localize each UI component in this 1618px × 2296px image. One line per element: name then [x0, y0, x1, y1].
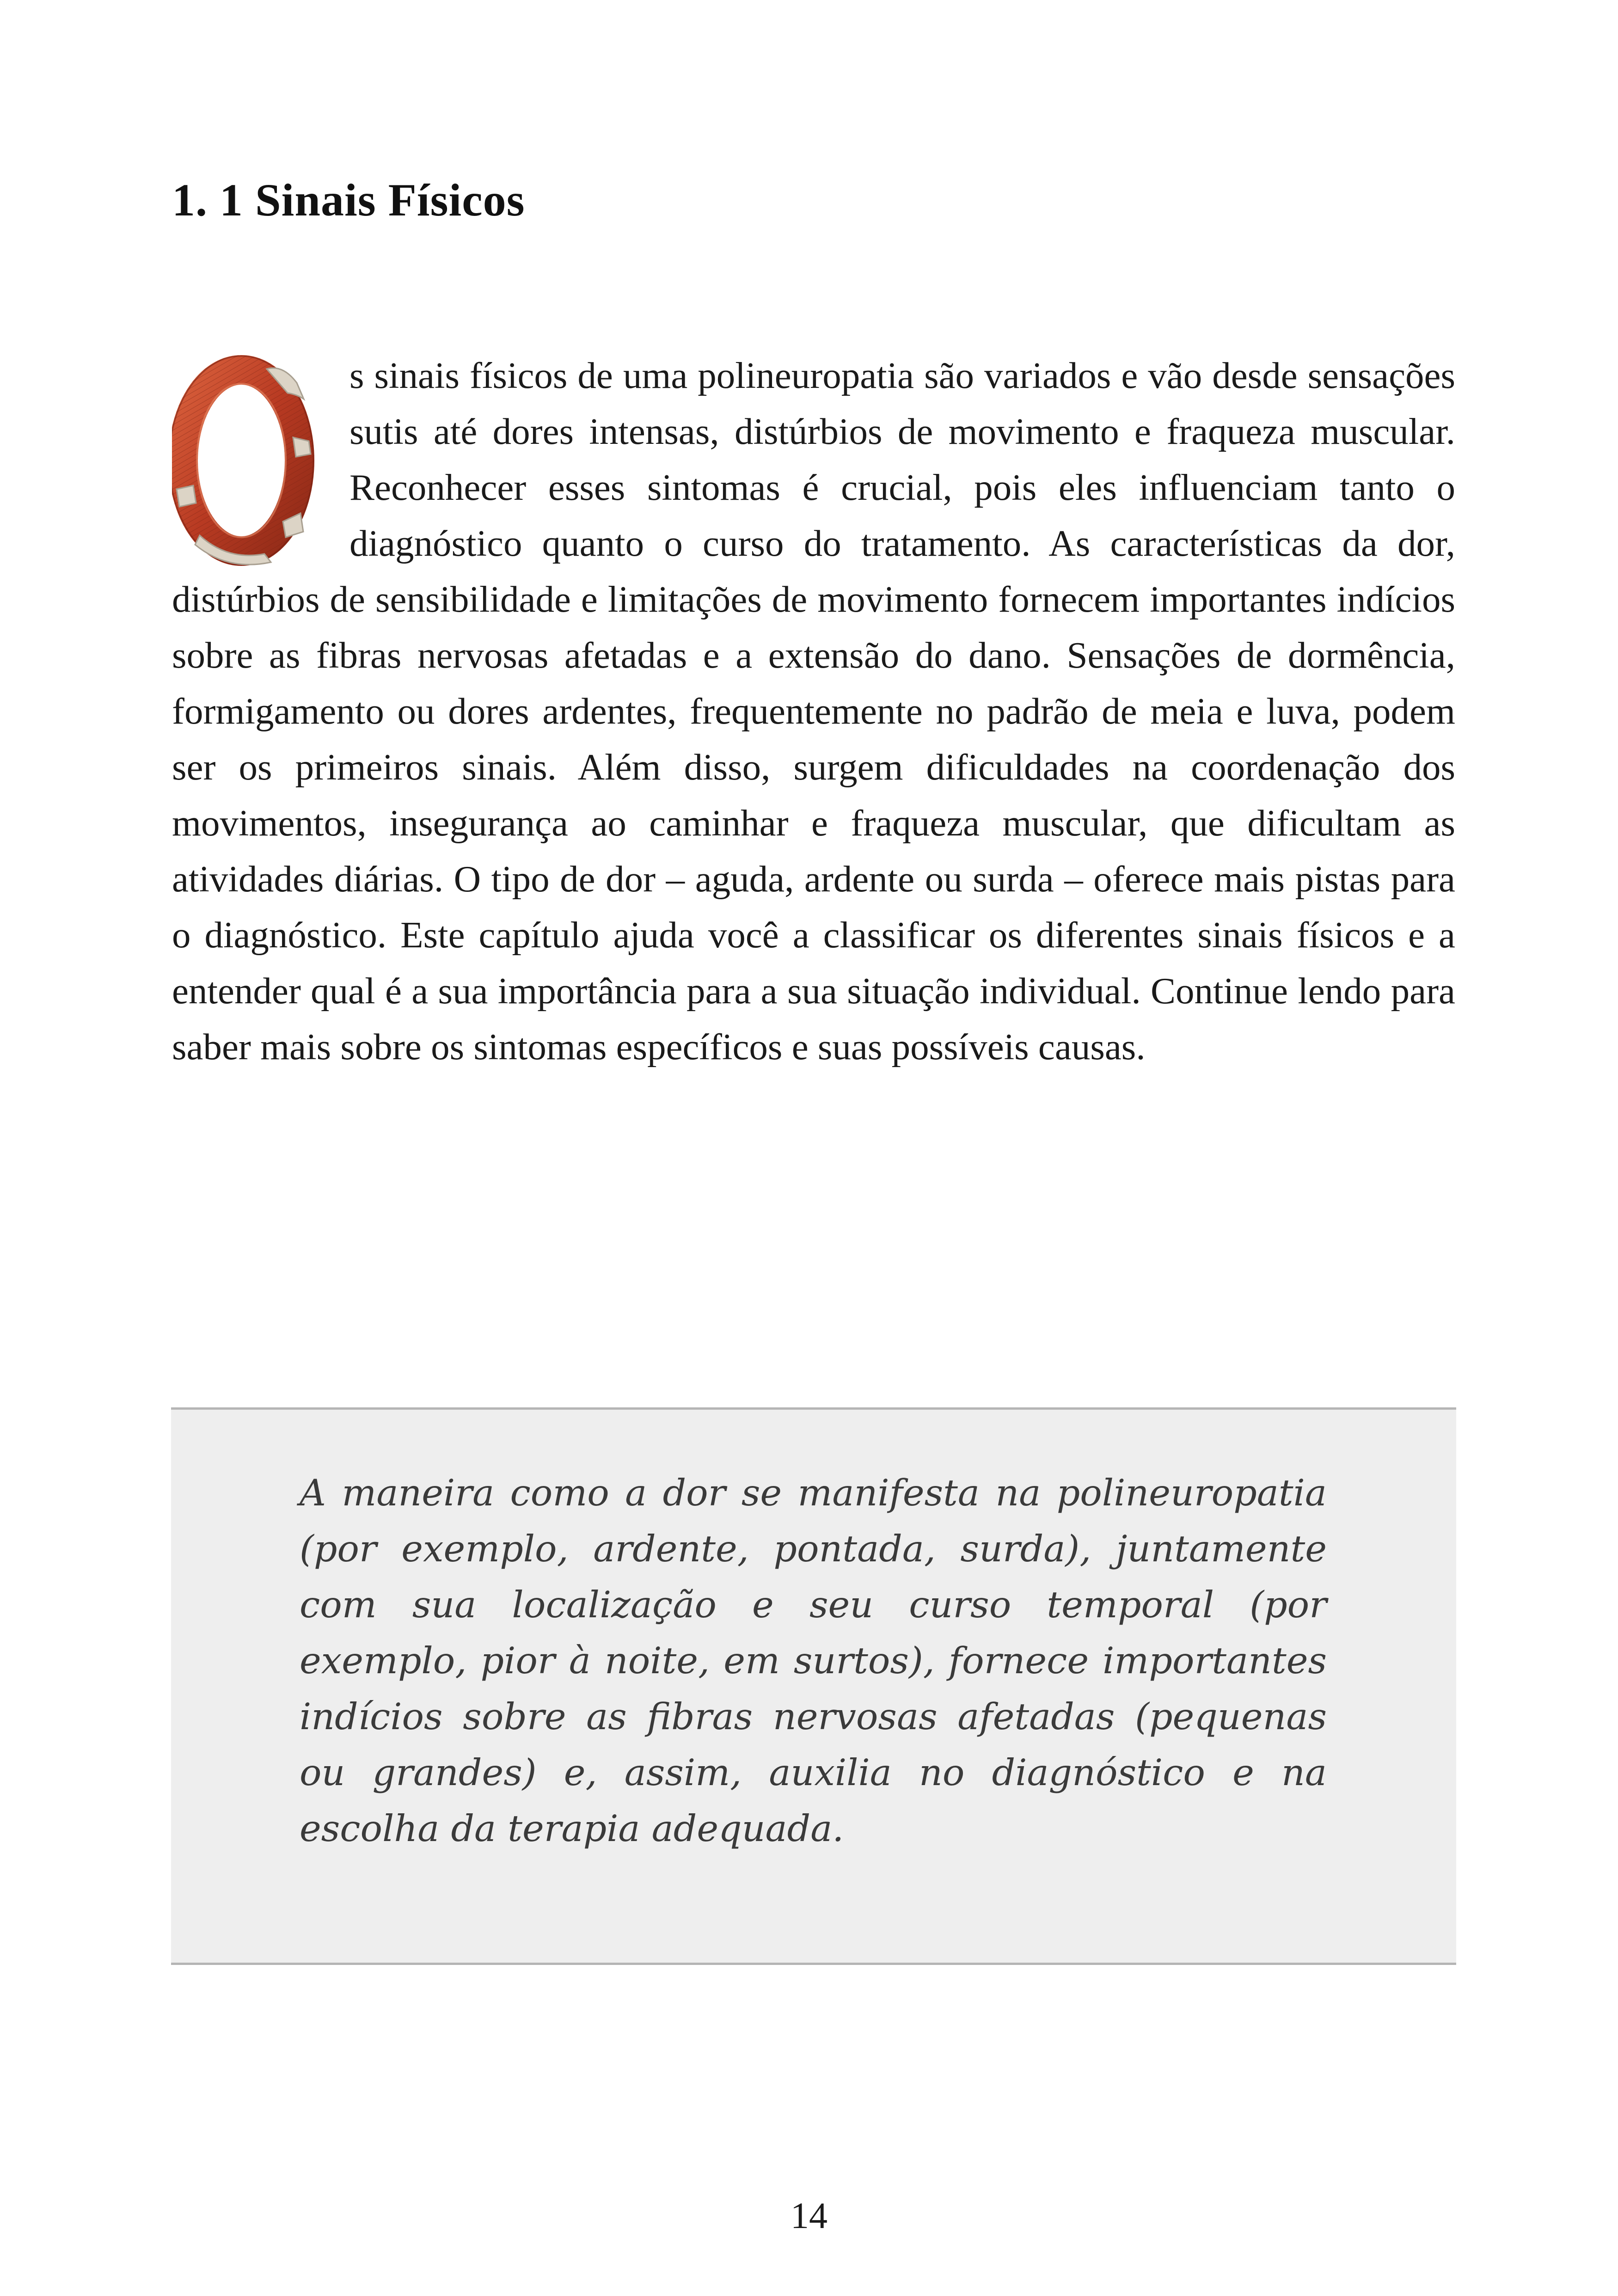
body-paragraph	[172, 348, 1455, 1075]
section-heading: 1. 1 Sinais Físicos	[172, 174, 525, 226]
body-paragraph-text: s sinais físicos de uma polineuropatia são variados e vão desde sensações sutis até dores intensas, distúrbios de movimento e fraqueza muscular. Reconhecer esses sintomas é crucial, pois eles influenciam tanto o diagnóstico quanto o curso do tratamento. As características da dor, distúrbios de sensibilidade e limitações de movimento fornecem importantes indícios sobre as fibras nervosas afetadas e a extensão do dano. Sensações de dormência, formigamento ou dores ardentes, frequentemente no padrão de meia e luva, podem ser os primeiros sinais. Além disso, surgem dificuldades na coordenação dos movimentos, insegurança ao caminhar e fraqueza muscular, que dificultam as atividades diárias. O tipo de dor – aguda, ardente ou surda – oferece mais pistas para o diagnóstico. Este capítulo ajuda você a classificar os diferentes sinais físicos e a entender qual é a sua importância para a sua situação individual. Continue lendo para saber mais sobre os sintomas específicos e suas possíveis causas.	[172, 355, 1455, 1068]
callout-text: A maneira como a dor se manifesta na polineuropatia (por exemplo, ardente, pontada, surda), juntamente com sua localização e seu curso temporal (por exemplo, pior à noite, em surtos), fornece importantes indícios sobre as fibras nervosas afetadas (pequenas ou grandes) e, assim, auxilia no diagnóstico e na escolha da terapia adequada.	[300, 1472, 1327, 1850]
callout-box	[171, 1407, 1456, 1965]
muscle-ring-illustration	[172, 350, 316, 568]
dropcap-muscle-o-illustration	[172, 350, 316, 568]
page-number: 14	[791, 2196, 827, 2236]
